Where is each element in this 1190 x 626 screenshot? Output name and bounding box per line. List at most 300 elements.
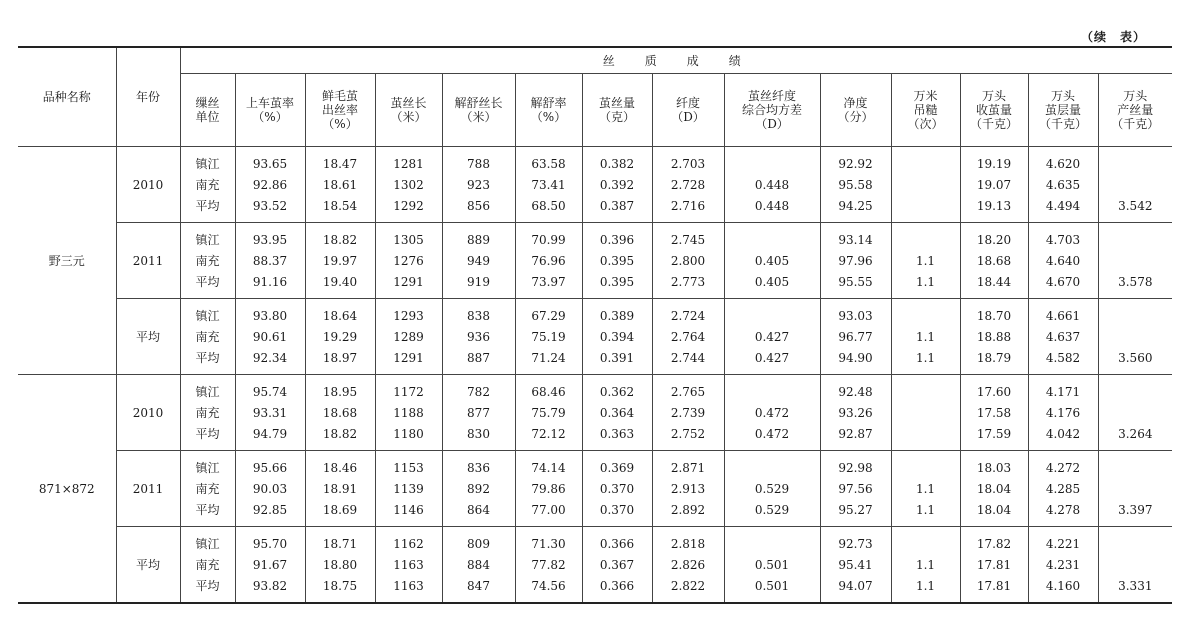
header-non-broken-filament-length bbox=[442, 74, 515, 147]
cell-value: 17.81 bbox=[976, 578, 1012, 593]
cell-value: 4.635 bbox=[1045, 177, 1081, 192]
reelable-cocoon-rate-cell bbox=[235, 223, 305, 299]
filament-length-cell bbox=[375, 451, 442, 527]
header-shell-weight bbox=[1028, 74, 1098, 147]
cell-value: 93.95 bbox=[252, 232, 288, 247]
cell-value: 18.04 bbox=[976, 481, 1012, 496]
cell-value: 97.96 bbox=[838, 253, 873, 268]
cell-value: 1292 bbox=[393, 198, 424, 213]
cell-value: 18.97 bbox=[322, 350, 358, 365]
size-deviation-cell bbox=[724, 451, 820, 527]
reelability-cell bbox=[515, 223, 582, 299]
header-line: 缫丝 bbox=[195, 96, 220, 110]
reelability-cell bbox=[515, 299, 582, 375]
header-line: 解舒丝长 bbox=[454, 96, 503, 110]
cell-value: 1281 bbox=[393, 156, 424, 171]
cell-value: 1302 bbox=[393, 177, 424, 192]
cell-value: 1276 bbox=[393, 253, 424, 268]
table-row bbox=[18, 527, 1172, 604]
cell-value: 73.97 bbox=[531, 274, 566, 289]
header-filament-size bbox=[652, 74, 724, 147]
cell-value: 919 bbox=[467, 274, 490, 289]
cell-value: 75.79 bbox=[531, 405, 566, 420]
cell-value: 平均 bbox=[195, 198, 220, 213]
header-line: 上车茧率 bbox=[245, 96, 294, 110]
cell-value: 0.405 bbox=[754, 253, 790, 268]
cell-value: 19.13 bbox=[976, 198, 1012, 213]
cell-value: 17.59 bbox=[976, 426, 1012, 441]
cell-value: 2.892 bbox=[670, 502, 706, 517]
cell-value: 4.637 bbox=[1045, 329, 1081, 344]
cell-value: 18.64 bbox=[322, 308, 358, 323]
cell-value: 南充 bbox=[195, 481, 220, 496]
cell-value: 93.65 bbox=[252, 156, 288, 171]
cell-value: 18.82 bbox=[322, 426, 358, 441]
cell-value: 2.739 bbox=[670, 405, 706, 420]
cell-value: 1163 bbox=[393, 578, 424, 593]
filament-size-cell bbox=[652, 223, 724, 299]
reelability-cell bbox=[515, 527, 582, 604]
header-line: 茧丝量 bbox=[598, 96, 635, 110]
filament-size-cell bbox=[652, 451, 724, 527]
cell-value: 1163 bbox=[393, 557, 424, 572]
cleanness-defects-cell bbox=[891, 223, 960, 299]
filament-size-cell bbox=[652, 147, 724, 223]
cell-value: 0.448 bbox=[754, 177, 790, 192]
cell-value: 95.58 bbox=[838, 177, 873, 192]
table-body bbox=[18, 147, 1172, 604]
cell-value: 17.58 bbox=[976, 405, 1012, 420]
non-broken-filament-length-cell bbox=[442, 147, 515, 223]
cell-value: 2.871 bbox=[670, 460, 706, 475]
neatness-cell bbox=[820, 451, 891, 527]
cell-value: 3.397 bbox=[1118, 502, 1153, 517]
neatness-cell bbox=[820, 527, 891, 604]
cell-value: 92.87 bbox=[838, 426, 873, 441]
filament-weight-cell bbox=[582, 299, 652, 375]
cell-value: 平均 bbox=[195, 578, 220, 593]
cell-value: 2.728 bbox=[670, 177, 706, 192]
cell-value: 0.392 bbox=[599, 177, 635, 192]
cell-value: 4.670 bbox=[1045, 274, 1081, 289]
reelability-cell bbox=[515, 451, 582, 527]
cell-value: 0.448 bbox=[754, 198, 790, 213]
cell-value: 19.19 bbox=[976, 156, 1012, 171]
raw-silk-yield-cell bbox=[305, 299, 375, 375]
cell-value: 0.363 bbox=[599, 426, 635, 441]
raw-silk-output-cell bbox=[1098, 299, 1172, 375]
neatness-cell bbox=[820, 375, 891, 451]
reelability-cell bbox=[515, 375, 582, 451]
filament-weight-cell bbox=[582, 375, 652, 451]
header-line: （D） bbox=[671, 110, 705, 124]
year-cell: 2010 bbox=[116, 375, 180, 451]
cell-value: 93.52 bbox=[252, 198, 288, 213]
cell-value: 94.25 bbox=[838, 198, 873, 213]
size-deviation-cell bbox=[724, 147, 820, 223]
table-row bbox=[18, 375, 1172, 451]
header-reelable-cocoon-rate bbox=[235, 74, 305, 147]
cell-value: 18.80 bbox=[322, 557, 358, 572]
raw-silk-output-cell bbox=[1098, 451, 1172, 527]
cell-value: 92.86 bbox=[252, 177, 288, 192]
cell-value: 3.578 bbox=[1118, 274, 1153, 289]
reeling-unit-cell bbox=[180, 147, 235, 223]
cell-value: 4.042 bbox=[1045, 426, 1081, 441]
cell-value: 923 bbox=[467, 177, 490, 192]
shell-weight-cell bbox=[1028, 527, 1098, 604]
cell-value: 4.160 bbox=[1045, 578, 1081, 593]
neatness-cell bbox=[820, 223, 891, 299]
cell-value: 0.366 bbox=[599, 578, 635, 593]
header-year: 年份 bbox=[116, 47, 180, 147]
header-cleanness-defects bbox=[891, 74, 960, 147]
cell-value: 92.73 bbox=[838, 536, 873, 551]
cell-value: 0.427 bbox=[754, 329, 790, 344]
cell-value: 1162 bbox=[393, 536, 424, 551]
cell-value: 74.56 bbox=[531, 578, 566, 593]
raw-silk-yield-cell bbox=[305, 223, 375, 299]
cell-value: 2.826 bbox=[670, 557, 706, 572]
cell-value: 95.66 bbox=[252, 460, 288, 475]
reeling-unit-cell bbox=[180, 527, 235, 604]
cell-value: 1291 bbox=[393, 274, 424, 289]
cell-value: 0.382 bbox=[599, 156, 635, 171]
cell-value: 2.765 bbox=[670, 384, 706, 399]
cleanness-defects-cell bbox=[891, 451, 960, 527]
raw-silk-output-cell bbox=[1098, 223, 1172, 299]
raw-silk-output-cell bbox=[1098, 147, 1172, 223]
header-line: （分） bbox=[837, 110, 874, 124]
cell-value: 镇江 bbox=[195, 232, 220, 247]
cell-value: 97.56 bbox=[838, 481, 873, 496]
cell-value: 18.47 bbox=[322, 156, 358, 171]
cell-value: 63.58 bbox=[531, 156, 566, 171]
cell-value: 0.389 bbox=[599, 308, 635, 323]
cell-value: 74.14 bbox=[531, 460, 566, 475]
cell-value: 0.394 bbox=[599, 329, 635, 344]
cell-value: 70.99 bbox=[531, 232, 566, 247]
cell-value: 936 bbox=[467, 329, 490, 344]
cell-value: 4.176 bbox=[1045, 405, 1081, 420]
cell-value: 18.20 bbox=[976, 232, 1012, 247]
cell-value: 18.61 bbox=[322, 177, 358, 192]
cell-value: 19.40 bbox=[322, 274, 358, 289]
header-filament-weight bbox=[582, 74, 652, 147]
cell-value: 90.03 bbox=[252, 481, 288, 496]
cell-value: 镇江 bbox=[195, 384, 220, 399]
cell-value: 92.48 bbox=[838, 384, 873, 399]
cell-value: 2.913 bbox=[670, 481, 706, 496]
cell-value: 2.800 bbox=[670, 253, 706, 268]
cell-value: 1.1 bbox=[915, 557, 936, 572]
cell-value: 836 bbox=[467, 460, 490, 475]
non-broken-filament-length-cell bbox=[442, 223, 515, 299]
filament-weight-cell bbox=[582, 451, 652, 527]
non-broken-filament-length-cell bbox=[442, 299, 515, 375]
cell-value: 0.362 bbox=[599, 384, 635, 399]
shell-weight-cell bbox=[1028, 375, 1098, 451]
size-deviation-cell bbox=[724, 527, 820, 604]
raw-silk-yield-cell bbox=[305, 375, 375, 451]
cell-value: 93.80 bbox=[252, 308, 288, 323]
header-raw-silk-yield bbox=[305, 74, 375, 147]
cell-value: 91.16 bbox=[252, 274, 288, 289]
reeling-unit-cell bbox=[180, 299, 235, 375]
cell-value: 88.37 bbox=[252, 253, 288, 268]
cell-value: 94.79 bbox=[252, 426, 288, 441]
table-header bbox=[18, 47, 1172, 147]
cell-value: 95.41 bbox=[838, 557, 873, 572]
filament-size-cell bbox=[652, 527, 724, 604]
cell-value: 892 bbox=[467, 481, 490, 496]
cell-value: 75.19 bbox=[531, 329, 566, 344]
cell-value: 0.369 bbox=[599, 460, 635, 475]
filament-weight-cell bbox=[582, 527, 652, 604]
cell-value: 1146 bbox=[393, 502, 424, 517]
cell-value: 2.773 bbox=[670, 274, 706, 289]
cell-value: 2.764 bbox=[670, 329, 706, 344]
cell-value: 南充 bbox=[195, 405, 220, 420]
filament-length-cell bbox=[375, 375, 442, 451]
cell-value: 0.370 bbox=[599, 502, 635, 517]
cell-value: 镇江 bbox=[195, 536, 220, 551]
cell-value: 0.405 bbox=[754, 274, 790, 289]
cell-value: 71.24 bbox=[531, 350, 566, 365]
cell-value: 4.494 bbox=[1045, 198, 1081, 213]
cell-value: 95.55 bbox=[838, 274, 873, 289]
cell-value: 92.92 bbox=[838, 156, 873, 171]
filament-weight-cell bbox=[582, 147, 652, 223]
year-cell: 2011 bbox=[116, 223, 180, 299]
header-column-row bbox=[18, 74, 1172, 147]
cell-value: 68.50 bbox=[531, 198, 566, 213]
cell-value: 18.44 bbox=[976, 274, 1012, 289]
cell-value: 93.26 bbox=[838, 405, 873, 420]
table-row bbox=[18, 451, 1172, 527]
cell-value: 平均 bbox=[195, 350, 220, 365]
header-line: （%） bbox=[252, 110, 288, 124]
cell-value: 0.364 bbox=[599, 405, 635, 420]
header-size-deviation bbox=[724, 74, 820, 147]
cocoon-yield-cell bbox=[960, 527, 1028, 604]
cell-value: 4.620 bbox=[1045, 156, 1081, 171]
year-cell: 平均 bbox=[116, 299, 180, 375]
cell-value: 949 bbox=[467, 253, 490, 268]
header-cocoon-yield bbox=[960, 74, 1028, 147]
cell-value: 17.82 bbox=[976, 536, 1012, 551]
header-line: 吊糙 bbox=[913, 103, 938, 117]
reelable-cocoon-rate-cell bbox=[235, 375, 305, 451]
year-cell: 2010 bbox=[116, 147, 180, 223]
filament-weight-cell bbox=[582, 223, 652, 299]
non-broken-filament-length-cell bbox=[442, 375, 515, 451]
cell-value: 1.1 bbox=[915, 350, 936, 365]
cell-value: 1.1 bbox=[915, 578, 936, 593]
cell-value: 76.96 bbox=[531, 253, 566, 268]
header-line: （次） bbox=[907, 117, 944, 131]
year-cell: 平均 bbox=[116, 527, 180, 604]
cell-value: 18.95 bbox=[322, 384, 358, 399]
cell-value: 4.231 bbox=[1045, 557, 1081, 572]
cell-value: 2.745 bbox=[670, 232, 706, 247]
header-line: 万头 bbox=[1050, 89, 1075, 103]
cell-value: 19.97 bbox=[322, 253, 358, 268]
cell-value: 4.171 bbox=[1045, 384, 1081, 399]
cell-value: 847 bbox=[467, 578, 490, 593]
cell-value: 0.387 bbox=[599, 198, 635, 213]
cell-value: 92.34 bbox=[252, 350, 288, 365]
cell-value: 19.07 bbox=[976, 177, 1012, 192]
cleanness-defects-cell bbox=[891, 299, 960, 375]
filament-length-cell bbox=[375, 147, 442, 223]
cell-value: 90.61 bbox=[252, 329, 288, 344]
cocoon-yield-cell bbox=[960, 299, 1028, 375]
cell-value: 96.77 bbox=[838, 329, 873, 344]
raw-silk-yield-cell bbox=[305, 147, 375, 223]
cell-value: 18.75 bbox=[322, 578, 358, 593]
reeling-unit-cell bbox=[180, 375, 235, 451]
cell-value: 18.88 bbox=[976, 329, 1012, 344]
cell-value: 镇江 bbox=[195, 308, 220, 323]
cell-value: 93.31 bbox=[252, 405, 288, 420]
cell-value: 71.30 bbox=[531, 536, 566, 551]
cell-value: 4.221 bbox=[1045, 536, 1081, 551]
cocoon-yield-cell bbox=[960, 223, 1028, 299]
cell-value: 2.703 bbox=[670, 156, 706, 171]
reeling-unit-cell bbox=[180, 223, 235, 299]
cell-value: 0.501 bbox=[754, 578, 790, 593]
header-filament-length bbox=[375, 74, 442, 147]
cell-value: 77.00 bbox=[531, 502, 566, 517]
cell-value: 838 bbox=[467, 308, 490, 323]
cleanness-defects-cell bbox=[891, 527, 960, 604]
header-line: 产丝量 bbox=[1117, 103, 1154, 117]
size-deviation-cell bbox=[724, 223, 820, 299]
cell-value: 1172 bbox=[393, 384, 424, 399]
cell-value: 95.27 bbox=[838, 502, 873, 517]
cell-value: 18.46 bbox=[322, 460, 358, 475]
raw-silk-yield-cell bbox=[305, 527, 375, 604]
cell-value: 0.427 bbox=[754, 350, 790, 365]
cell-value: 2.716 bbox=[670, 198, 706, 213]
cell-value: 91.67 bbox=[252, 557, 288, 572]
cell-value: 3.331 bbox=[1118, 578, 1153, 593]
header-silk-quality: 丝 质 成 绩 bbox=[180, 47, 1172, 74]
filament-length-cell bbox=[375, 299, 442, 375]
cell-value: 4.272 bbox=[1045, 460, 1081, 475]
table-row bbox=[18, 223, 1172, 299]
cell-value: 0.370 bbox=[599, 481, 635, 496]
cell-value: 平均 bbox=[195, 274, 220, 289]
cleanness-defects-cell bbox=[891, 147, 960, 223]
cell-value: 93.82 bbox=[252, 578, 288, 593]
variety-cell: 871×872 bbox=[18, 375, 116, 604]
reelable-cocoon-rate-cell bbox=[235, 299, 305, 375]
cell-value: 68.46 bbox=[531, 384, 566, 399]
header-line: （米） bbox=[460, 110, 497, 124]
cocoon-yield-cell bbox=[960, 147, 1028, 223]
cell-value: 0.366 bbox=[599, 536, 635, 551]
header-line: 万头 bbox=[981, 89, 1006, 103]
cell-value: 镇江 bbox=[195, 156, 220, 171]
cell-value: 856 bbox=[467, 198, 490, 213]
cell-value: 1139 bbox=[393, 481, 424, 496]
header-line: （克） bbox=[598, 110, 635, 124]
cell-value: 79.86 bbox=[531, 481, 566, 496]
cell-value: 17.81 bbox=[976, 557, 1012, 572]
table-row bbox=[18, 147, 1172, 223]
cell-value: 3.542 bbox=[1118, 198, 1153, 213]
cell-value: 18.71 bbox=[322, 536, 358, 551]
header-line: 茧层量 bbox=[1044, 103, 1081, 117]
cell-value: 4.278 bbox=[1045, 502, 1081, 517]
non-broken-filament-length-cell bbox=[442, 451, 515, 527]
cell-value: 18.82 bbox=[322, 232, 358, 247]
cell-value: 877 bbox=[467, 405, 490, 420]
cell-value: 1.1 bbox=[915, 502, 936, 517]
header-neatness bbox=[820, 74, 891, 147]
cell-value: 72.12 bbox=[531, 426, 566, 441]
cell-value: 782 bbox=[467, 384, 490, 399]
header-line: 出丝率 bbox=[321, 103, 358, 117]
cell-value: 1180 bbox=[393, 426, 424, 441]
cell-value: 0.501 bbox=[754, 557, 790, 572]
cell-value: 平均 bbox=[195, 426, 220, 441]
silk-quality-table bbox=[18, 46, 1172, 604]
cell-value: 95.70 bbox=[252, 536, 288, 551]
cell-value: 2.744 bbox=[670, 350, 706, 365]
header-line: （%） bbox=[322, 117, 358, 131]
cell-value: 18.70 bbox=[976, 308, 1012, 323]
shell-weight-cell bbox=[1028, 223, 1098, 299]
cell-value: 1291 bbox=[393, 350, 424, 365]
cell-value: 18.91 bbox=[322, 481, 358, 496]
continued-label: （续 表） bbox=[1080, 30, 1146, 44]
cell-value: 884 bbox=[467, 557, 490, 572]
cell-value: 0.529 bbox=[754, 502, 790, 517]
header-line: 鲜毛茧 bbox=[321, 89, 358, 103]
cell-value: 18.79 bbox=[976, 350, 1012, 365]
cell-value: 887 bbox=[467, 350, 490, 365]
cell-value: 1293 bbox=[393, 308, 424, 323]
cell-value: 0.395 bbox=[599, 253, 635, 268]
neatness-cell bbox=[820, 299, 891, 375]
cell-value: 17.60 bbox=[976, 384, 1012, 399]
header-line: 万米 bbox=[913, 89, 938, 103]
cell-value: 809 bbox=[467, 536, 490, 551]
cocoon-yield-cell bbox=[960, 375, 1028, 451]
cell-value: 3.560 bbox=[1118, 350, 1153, 365]
header-line: 万头 bbox=[1123, 89, 1148, 103]
header-line: 单位 bbox=[195, 110, 220, 124]
cell-value: 2.818 bbox=[670, 536, 706, 551]
header-line: 解舒率 bbox=[530, 96, 567, 110]
header-line: （千克） bbox=[1038, 117, 1087, 131]
header-line: （千克） bbox=[1111, 117, 1160, 131]
shell-weight-cell bbox=[1028, 299, 1098, 375]
reelable-cocoon-rate-cell bbox=[235, 147, 305, 223]
cell-value: 0.396 bbox=[599, 232, 635, 247]
cell-value: 18.54 bbox=[322, 198, 358, 213]
header-line: 茧丝长 bbox=[390, 96, 427, 110]
cell-value: 镇江 bbox=[195, 460, 220, 475]
cell-value: 93.14 bbox=[838, 232, 873, 247]
cell-value: 18.04 bbox=[976, 502, 1012, 517]
raw-silk-output-cell bbox=[1098, 527, 1172, 604]
cell-value: 788 bbox=[467, 156, 490, 171]
cleanness-defects-cell bbox=[891, 375, 960, 451]
